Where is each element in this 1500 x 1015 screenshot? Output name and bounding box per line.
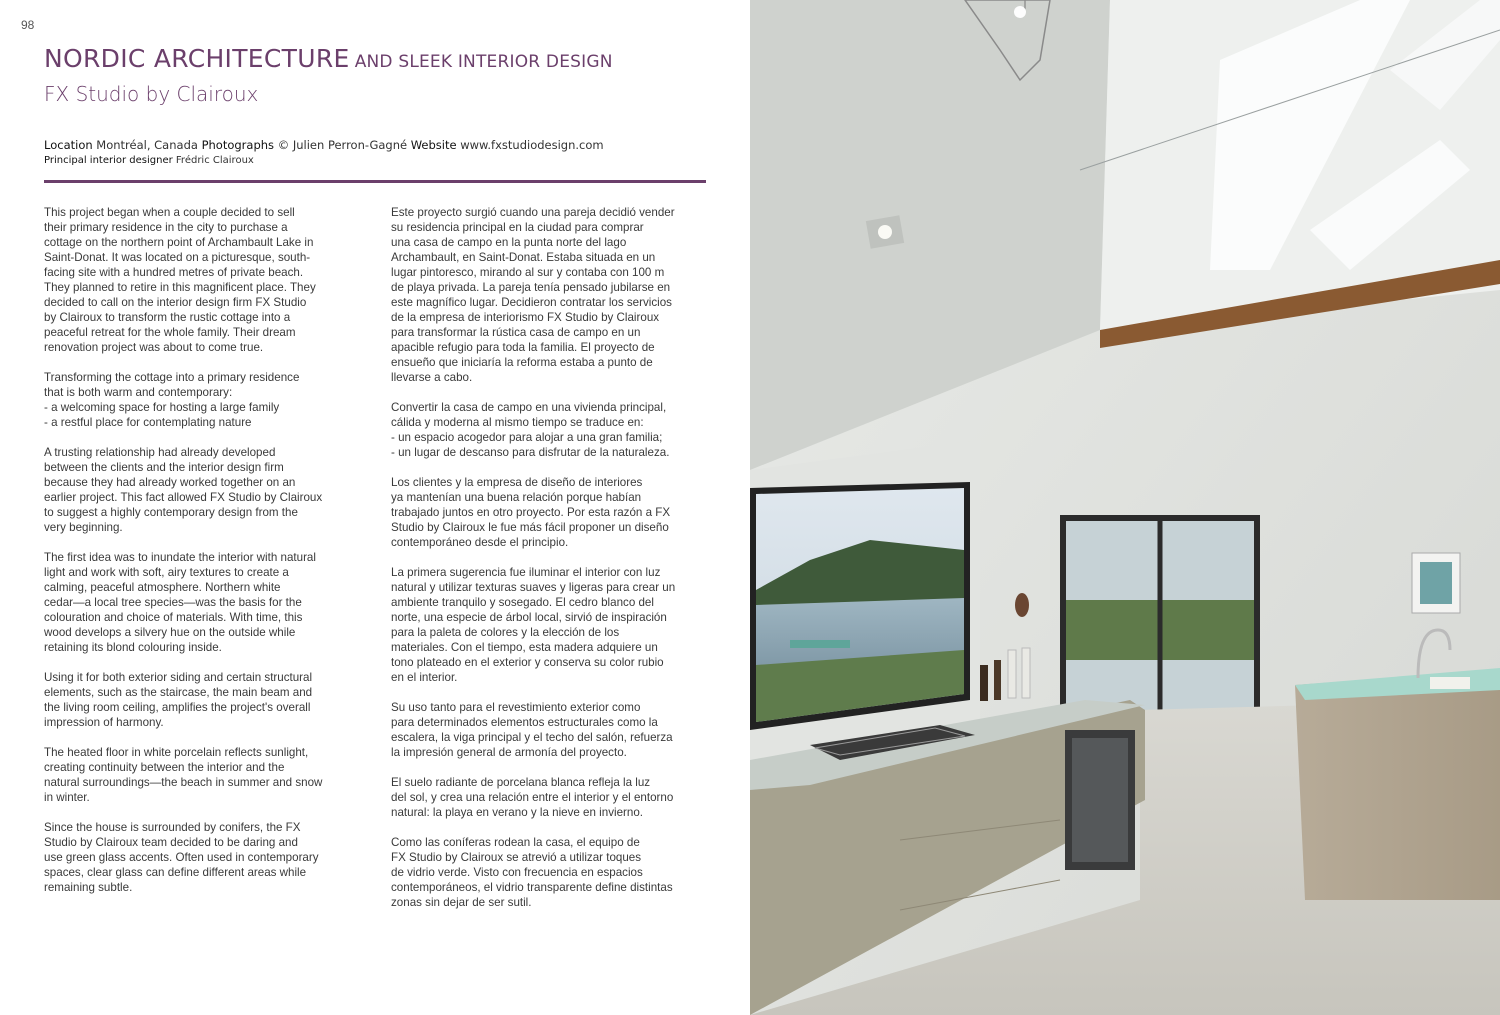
credits-line-2 [44, 153, 604, 168]
english-paragraph: This project began when a couple decided to sell their primary residence in the city to purchase a cottage on the northern point of Archambault Lake in Saint-Donat. It was located on a picturesque, south- facing site with a hundred metres of private beach. They planned to retire in this magnificent place. They decided to call on the interior design firm FX Studio by Clairoux to transform the rustic cottage into a peaceful retreat for the whole family. Their dream renovation project was about to come true. [44, 206, 316, 354]
spanish-paragraph: Su uso tanto para el revestimiento exterior como para determinados elementos estructurales como la escalera, la viga principal y el techo del salón, refuerza la impresión general de armonía del proyecto. [391, 701, 673, 759]
kitchen-interior-illustration [750, 0, 1500, 1015]
website-label: Website [410, 138, 457, 152]
title-rest: AND SLEEK INTERIOR DESIGN [354, 52, 613, 72]
designer-label: Principal interior designer [44, 155, 173, 166]
english-paragraph: A trusting relationship had already developed between the clients and the interior design firm because they had already worked together on an earlier project. This fact allowed FX Studio by Clairoux to suggest a highly contemporary design from the very beginning. [44, 446, 323, 534]
sink [1430, 677, 1470, 689]
wine-fridge-glass [1072, 738, 1128, 862]
title-main: NORDIC ARCHITECTURE [44, 44, 350, 73]
spanish-paragraph: Convertir la casa de campo en una vivienda principal, cálida y moderna al mismo tiempo se traduce en: - un espacio acogedor para alojar a una gran familia; - un lugar de descanso para disfrutar de la naturaleza. [391, 401, 670, 459]
spanish-paragraph: Los clientes y la empresa de diseño de interiores ya mantenían una buena relación porque habían trabajado juntos en otro proyecto. Por esta razón a FX Studio by Clairoux le fue más fácil proponer un diseño contemporáneo desde el principio. [391, 476, 671, 549]
dock [790, 640, 850, 648]
kitchen-island [1295, 670, 1500, 900]
page-title [44, 44, 613, 73]
wall-art-picture [1420, 562, 1452, 604]
interior-photo [750, 0, 1500, 1015]
page-subtitle: FX Studio by Clairoux [44, 82, 259, 106]
wall-sculpture [1015, 593, 1029, 617]
spanish-paragraph: La primera sugerencia fue iluminar el interior con luz natural y utilizar texturas suaves y ligeras para crear un ambiente tranquilo y sosegado. El cedro blanco del norte, una especie de árbol local, sirvió de inspiración para la paleta de colores y la elección de los materiales. Con el tiempo, esta madera adquiere un tono plateado en el exterior y conserva su color rubio en el interior. [391, 566, 676, 684]
spanish-paragraph: Como las coníferas rodean la casa, el equipo de FX Studio by Clairoux se atrevió a utilizar toques de vidrio verde. Visto con frecuencia en espacios contemporáneos, el vidrio transparente define distintas zonas sin dejar de ser sutil. [391, 836, 673, 909]
english-paragraph: Since the house is surrounded by conifers, the FX Studio by Clairoux team decided to be daring and use green glass accents. Often used in contemporary spaces, clear glass can define different areas while remaining subtle. [44, 821, 319, 894]
english-paragraph: Using it for both exterior siding and certain structural elements, such as the staircase, the main beam and the living room ceiling, amplifies the project's overall impression of harmony. [44, 671, 313, 729]
english-paragraph: The first idea was to inundate the interior with natural light and work with soft, airy textures to create a calming, peaceful atmosphere. Northern white cedar—a local tree species—was the basis for the colouration and choice of materials. With time, this wood develops a silvery hue on the outside while retaining its blond colouring inside. [44, 551, 316, 654]
location-value: Montréal, Canada [96, 138, 198, 152]
header-divider [44, 180, 706, 183]
bottle [1022, 648, 1030, 698]
spanish-paragraph: El suelo radiante de porcelana blanca refleja la luz del sol, y crea una relación entre el interior y el entorno natural: la playa en verano y la nieve en invierno. [391, 776, 674, 819]
spotlight-lamp [878, 225, 892, 239]
english-column [44, 205, 362, 910]
pendant-bulb [1014, 6, 1026, 18]
english-paragraph: The heated floor in white porcelain reflects sunlight, creating continuity between the interior and the natural surroundings—the beach in summer and snow in winter. [44, 746, 323, 804]
photographs-value: © Julien Perron-Gagné [277, 138, 408, 152]
designer-value: Frédric Clairoux [175, 155, 254, 166]
spanish-column [391, 205, 709, 925]
location-label: Location [44, 138, 93, 152]
photographs-label: Photographs [201, 138, 275, 152]
credits-line-1 [44, 138, 604, 153]
english-paragraph: Transforming the cottage into a primary residence that is both warm and contemporary: - a welcoming space for hosting a large family - a restful place for contemplating nature [44, 371, 300, 429]
bottle [994, 660, 1001, 700]
bottle [980, 665, 988, 701]
page-number: 98 [21, 18, 35, 32]
spanish-paragraph: Este proyecto surgió cuando una pareja decidió vender su residencia principal en la ciudad para comprar una casa de campo en la punta norte del lago Archambault, en Saint-Donat. Estaba situada en un lugar pintoresco, mirando al sur y contaba con 100 m de playa privada. La pareja tenía pensado jubilarse en este magnífico lugar. Decidieron contratar los servicios de la empresa de interiorismo FX Studio by Clairoux para transformar la rústica casa de campo en un apacible refugio para toda la familia. El proyecto de ensueño que iniciaría la reforma estaba a punto de llevarse a cabo. [391, 206, 675, 384]
website-value: www.fxstudiodesign.com [460, 138, 604, 152]
bottle [1008, 650, 1016, 698]
project-credits [44, 138, 604, 168]
